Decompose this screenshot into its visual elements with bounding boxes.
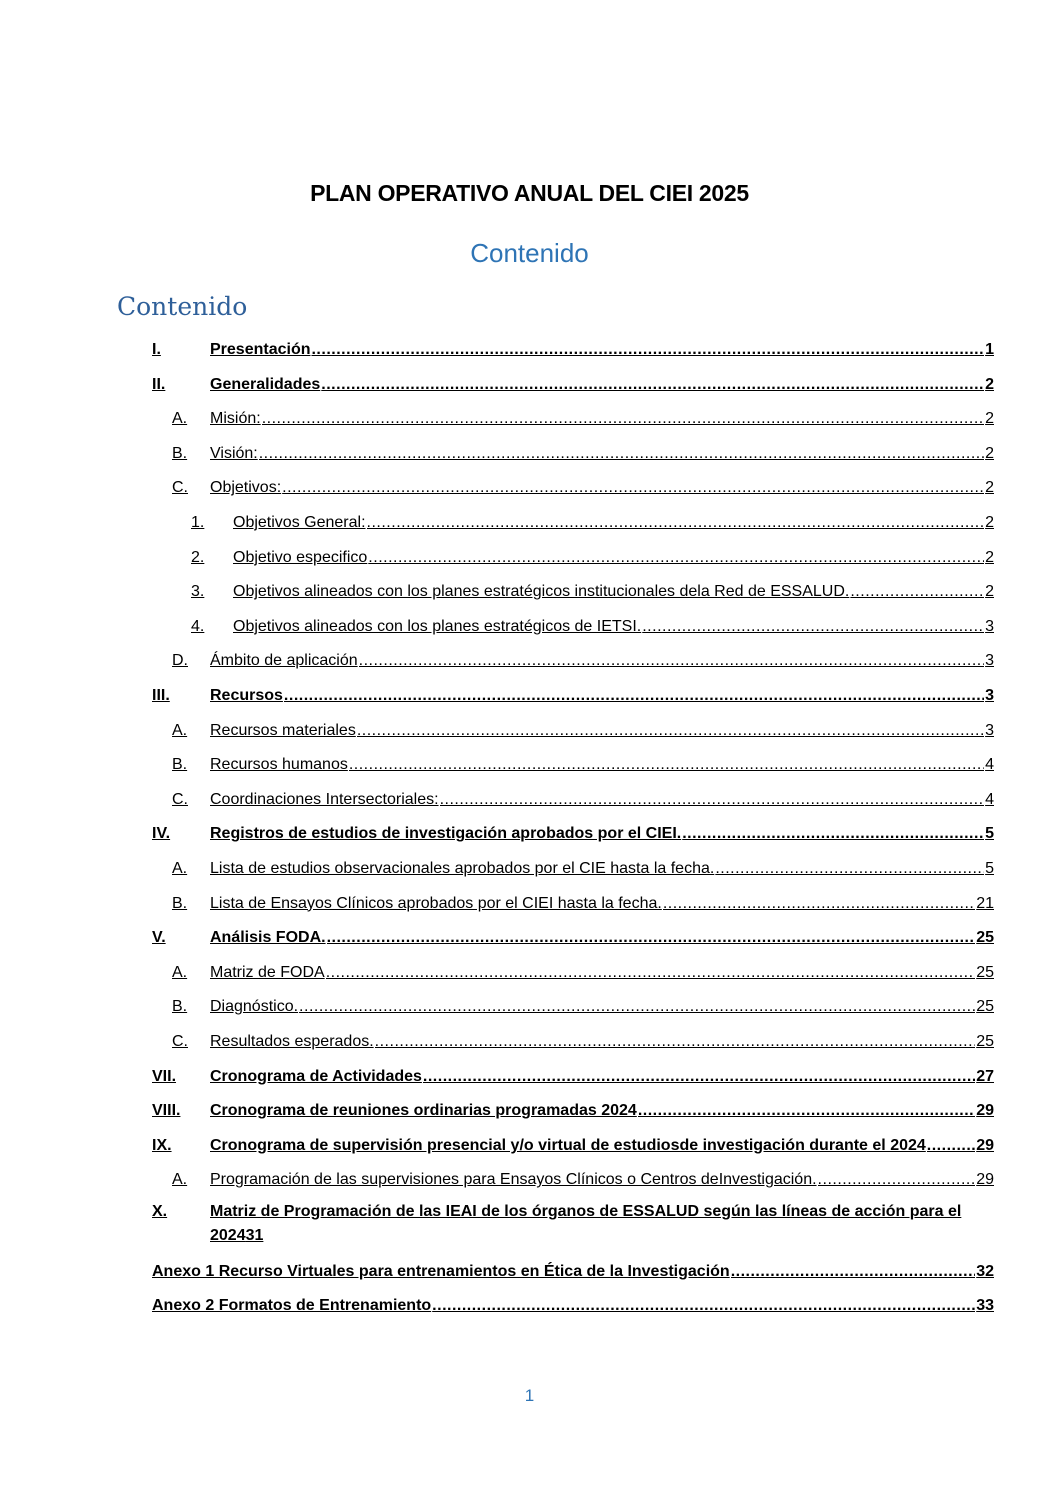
toc-leader-dots xyxy=(299,995,975,1019)
toc-entry-page: 2 xyxy=(985,375,994,393)
toc-entry-number: B. xyxy=(172,998,188,1016)
toc-entry[interactable] xyxy=(0,857,1059,881)
toc-entry-line xyxy=(210,892,994,916)
toc-entry-number: VIII. xyxy=(152,1102,181,1120)
toc-entry-line xyxy=(210,442,994,466)
toc-entry-text: Lista de estudios observacionales aprobados por el CIE hasta la fecha. xyxy=(210,860,715,877)
toc-entry-text: Coordinaciones Intersectoriales: xyxy=(210,790,439,808)
toc-entry[interactable] xyxy=(0,546,1059,570)
toc-leader-dots xyxy=(326,961,976,985)
toc-entry-text: Ámbito de aplicación xyxy=(210,652,358,670)
toc-entry-number: B. xyxy=(172,894,188,912)
toc-entry-line xyxy=(210,753,994,777)
toc-entry-line xyxy=(210,338,994,362)
toc-entry[interactable] xyxy=(0,373,1059,397)
toc-entry-page: 3 xyxy=(985,652,994,670)
toc-entry[interactable] xyxy=(0,338,1059,362)
toc-entry-page: 2 xyxy=(985,479,994,497)
toc-entry-number: 3. xyxy=(191,583,205,601)
toc-entry[interactable] xyxy=(0,961,1059,985)
toc-entry-page: 31 xyxy=(245,1227,264,1244)
toc-entry[interactable] xyxy=(0,753,1059,777)
toc-entry[interactable] xyxy=(0,476,1059,500)
toc-entry[interactable] xyxy=(0,580,1059,604)
toc-entry-page: 2 xyxy=(985,514,994,531)
toc-leader-dots xyxy=(642,615,984,639)
toc-annex-entry[interactable] xyxy=(0,1260,1059,1284)
toc-entry-text: Anexo 2 Formatos de Entrenamiento xyxy=(152,1297,432,1314)
toc-entry-number: C. xyxy=(172,479,188,497)
toc-entry-text: Diagnóstico. xyxy=(210,998,299,1016)
toc-leader-dots xyxy=(715,857,984,881)
toc-entry[interactable] xyxy=(0,407,1059,431)
toc-entry-number: B. xyxy=(172,756,188,774)
toc-entry-number: 2. xyxy=(191,548,205,566)
toc-entry-page: 25 xyxy=(976,998,994,1016)
toc-entry-text: Presentación xyxy=(210,341,311,358)
toc-entry-line xyxy=(210,649,994,673)
toc-leader-dots xyxy=(262,407,984,431)
toc-entry[interactable] xyxy=(0,684,1059,708)
toc-entry-page: 3 xyxy=(985,617,994,635)
toc-entry-text: Programación de las supervisiones para Ensayos Clínicos o Centros deInvestigación. xyxy=(210,1171,817,1189)
toc-entry-page: 3 xyxy=(985,721,994,739)
toc-entry-page: 32 xyxy=(976,1263,994,1280)
toc-entry-line xyxy=(210,373,994,397)
toc-leader-dots xyxy=(375,1030,976,1054)
toc-leader-dots xyxy=(432,1294,975,1318)
toc-entry-page: 25 xyxy=(976,929,994,947)
toc-entry-page: 27 xyxy=(976,1067,994,1085)
toc-entry-line xyxy=(152,1260,994,1284)
toc-entry-text: Anexo 1 Recurso Virtuales para entrenamientos en Ética de la Investigación xyxy=(152,1263,730,1280)
toc-entry-number: A. xyxy=(172,410,188,428)
toc-leader-dots xyxy=(284,684,984,708)
toc-leader-dots xyxy=(818,1168,976,1192)
toc-entry[interactable] xyxy=(0,1099,1059,1123)
toc-entry-text: Análisis FODA. xyxy=(210,929,326,947)
toc-entry-line xyxy=(210,476,994,500)
document-title: PLAN OPERATIVO ANUAL DEL CIEI 2025 xyxy=(310,180,749,206)
toc-entry-line xyxy=(233,546,994,570)
toc-leader-dots xyxy=(663,892,975,916)
toc-entry-number: B. xyxy=(172,444,188,462)
toc-entry-line xyxy=(233,615,994,639)
toc-entry[interactable] xyxy=(0,511,1059,535)
toc-entry-line xyxy=(210,857,994,881)
toc-entry-line xyxy=(210,1065,994,1089)
toc-entry-page: 29 xyxy=(976,1102,994,1120)
toc-entry-text-line1: Matriz de Programación de las IEAI de los órganos de ESSALUD según las líneas de acción para el xyxy=(210,1203,962,1220)
toc-entry-line xyxy=(210,788,994,812)
toc-entry-number: A. xyxy=(172,1171,188,1189)
toc-entry-number: A. xyxy=(172,721,188,739)
toc-entry[interactable] xyxy=(0,1030,1059,1054)
toc-entry-page: 4 xyxy=(985,790,994,808)
toc-entry-text: Resultados esperados. xyxy=(210,1033,374,1050)
contents-heading: Contenido xyxy=(117,292,248,321)
toc-annex-entry[interactable] xyxy=(0,1294,1059,1318)
toc-entry-page: 29 xyxy=(976,1136,994,1154)
toc-entry-text: Recursos xyxy=(210,687,283,704)
toc-entry-line xyxy=(210,926,994,950)
toc-leader-dots xyxy=(282,476,984,500)
toc-leader-dots xyxy=(423,1065,975,1089)
toc-entry-text: Cronograma de supervisión presencial y/o virtual de estudiosde investigación durante el 2024 xyxy=(210,1136,926,1154)
toc-leader-dots xyxy=(731,1260,976,1284)
toc-entry-page: 3 xyxy=(985,687,994,704)
toc-entry[interactable] xyxy=(0,719,1059,743)
toc-leader-dots xyxy=(327,926,976,950)
toc-entry-number: VII. xyxy=(152,1067,177,1085)
toc-entry[interactable] xyxy=(0,788,1059,812)
toc-entry-page: 1 xyxy=(985,341,994,358)
toc-entry-number: III. xyxy=(152,687,170,704)
toc-entry-line xyxy=(210,684,994,708)
toc-entry-number: C. xyxy=(172,1033,188,1050)
toc-entry-page: 2 xyxy=(985,548,994,566)
toc-entry[interactable] xyxy=(0,1065,1059,1089)
toc-entry-number: D. xyxy=(172,652,188,670)
toc-entry-line xyxy=(233,580,994,604)
toc-entry-number: II. xyxy=(152,375,166,393)
toc-entry-page: 4 xyxy=(985,756,994,774)
toc-entry-text: Objetivos: xyxy=(210,479,282,497)
toc-entry-line xyxy=(233,511,994,535)
toc-entry-text: Objetivos General: xyxy=(233,514,366,531)
toc-entry-line xyxy=(152,1294,994,1318)
toc-entry-line xyxy=(210,822,994,846)
toc-entry-page: 25 xyxy=(976,1033,994,1050)
toc-entry-text: Lista de Ensayos Clínicos aprobados por el CIEI hasta la fecha. xyxy=(210,894,662,912)
toc-leader-dots xyxy=(359,649,984,673)
toc-leader-dots xyxy=(682,822,984,846)
toc-entry[interactable] xyxy=(0,1168,1059,1192)
toc-entry-text: Generalidades xyxy=(210,375,321,393)
toc-entry-text: Recursos materiales xyxy=(210,721,356,739)
toc-entry-page: 2 xyxy=(985,410,994,428)
toc-entry-number: IV. xyxy=(152,825,171,843)
toc-entry-text: Matriz de FODA xyxy=(210,963,325,981)
toc-leader-dots xyxy=(311,338,984,362)
toc-leader-dots xyxy=(850,580,984,604)
toc-entry[interactable] xyxy=(0,926,1059,950)
toc-entry[interactable] xyxy=(0,822,1059,846)
toc-entry-text: Registros de estudios de investigación aprobados por el CIEI. xyxy=(210,825,682,843)
toc-entry-number: IX. xyxy=(152,1136,172,1154)
contents-heading-center: Contenido xyxy=(470,238,589,268)
toc-entry-line xyxy=(210,961,994,985)
toc-entry[interactable] xyxy=(0,1134,1059,1158)
toc-entry-line xyxy=(210,1168,994,1192)
toc-entry-number: 4. xyxy=(191,617,205,635)
toc-entry-text: Recursos humanos xyxy=(210,756,348,774)
toc-leader-dots xyxy=(927,1134,975,1158)
toc-entry-page: 29 xyxy=(976,1171,994,1189)
toc-entry-page: 25 xyxy=(976,963,994,981)
toc-entry[interactable] xyxy=(0,892,1059,916)
toc-entry-text: Objetivos alineados con los planes estratégicos institucionales dela Red de ESSALUD. xyxy=(233,583,850,601)
toc-entry-number: A. xyxy=(172,963,188,981)
toc-entry-line xyxy=(210,1134,994,1158)
toc-leader-dots xyxy=(259,442,984,466)
toc-entry-page: 5 xyxy=(985,860,994,877)
toc-leader-dots xyxy=(349,753,984,777)
toc-entry-page: 5 xyxy=(985,825,994,843)
toc-entry-line xyxy=(210,1099,994,1123)
toc-entry[interactable] xyxy=(0,649,1059,673)
toc-entry-number: C. xyxy=(172,790,188,808)
toc-leader-dots xyxy=(321,373,984,397)
toc-entry-number: I. xyxy=(152,341,161,358)
toc-entry-text: Misión: xyxy=(210,410,261,428)
toc-entry-line xyxy=(210,1030,994,1054)
toc-leader-dots xyxy=(368,546,984,570)
toc-entry-number: 1. xyxy=(191,514,205,531)
toc-leader-dots xyxy=(440,788,985,812)
toc-entry-number: V. xyxy=(152,929,166,947)
toc-entry-text: Objetivos alineados con los planes estratégicos de IETSI. xyxy=(233,617,642,635)
toc-entry-line xyxy=(210,407,994,431)
toc-entry-text: 2024 xyxy=(210,1227,246,1244)
toc-entry-text: Cronograma de Actividades xyxy=(210,1067,422,1085)
toc-entry[interactable] xyxy=(0,442,1059,466)
toc-entry[interactable] xyxy=(0,995,1059,1019)
toc-entry-text: Cronograma de reuniones ordinarias programadas 2024 xyxy=(210,1102,637,1120)
toc-entry-line xyxy=(210,995,994,1019)
toc-entry-text-line2 xyxy=(210,1224,994,1248)
toc-entry-page: 2 xyxy=(985,444,994,462)
toc-entry-text: Objetivo especifico xyxy=(233,548,368,566)
toc-entry-line xyxy=(210,719,994,743)
toc-leader-dots xyxy=(357,719,984,743)
toc-leader-dots xyxy=(367,511,985,535)
toc-entry-number: X. xyxy=(152,1203,168,1220)
toc-leader-dots xyxy=(638,1099,975,1123)
toc-entry-text: Visión: xyxy=(210,444,258,462)
toc-entry-page: 21 xyxy=(976,894,994,912)
toc-entry[interactable] xyxy=(0,615,1059,639)
toc-entry-number: A. xyxy=(172,860,188,877)
toc-entry-page: 2 xyxy=(985,583,994,601)
toc-entry-page: 33 xyxy=(976,1297,994,1314)
page-number: 1 xyxy=(524,1386,535,1405)
